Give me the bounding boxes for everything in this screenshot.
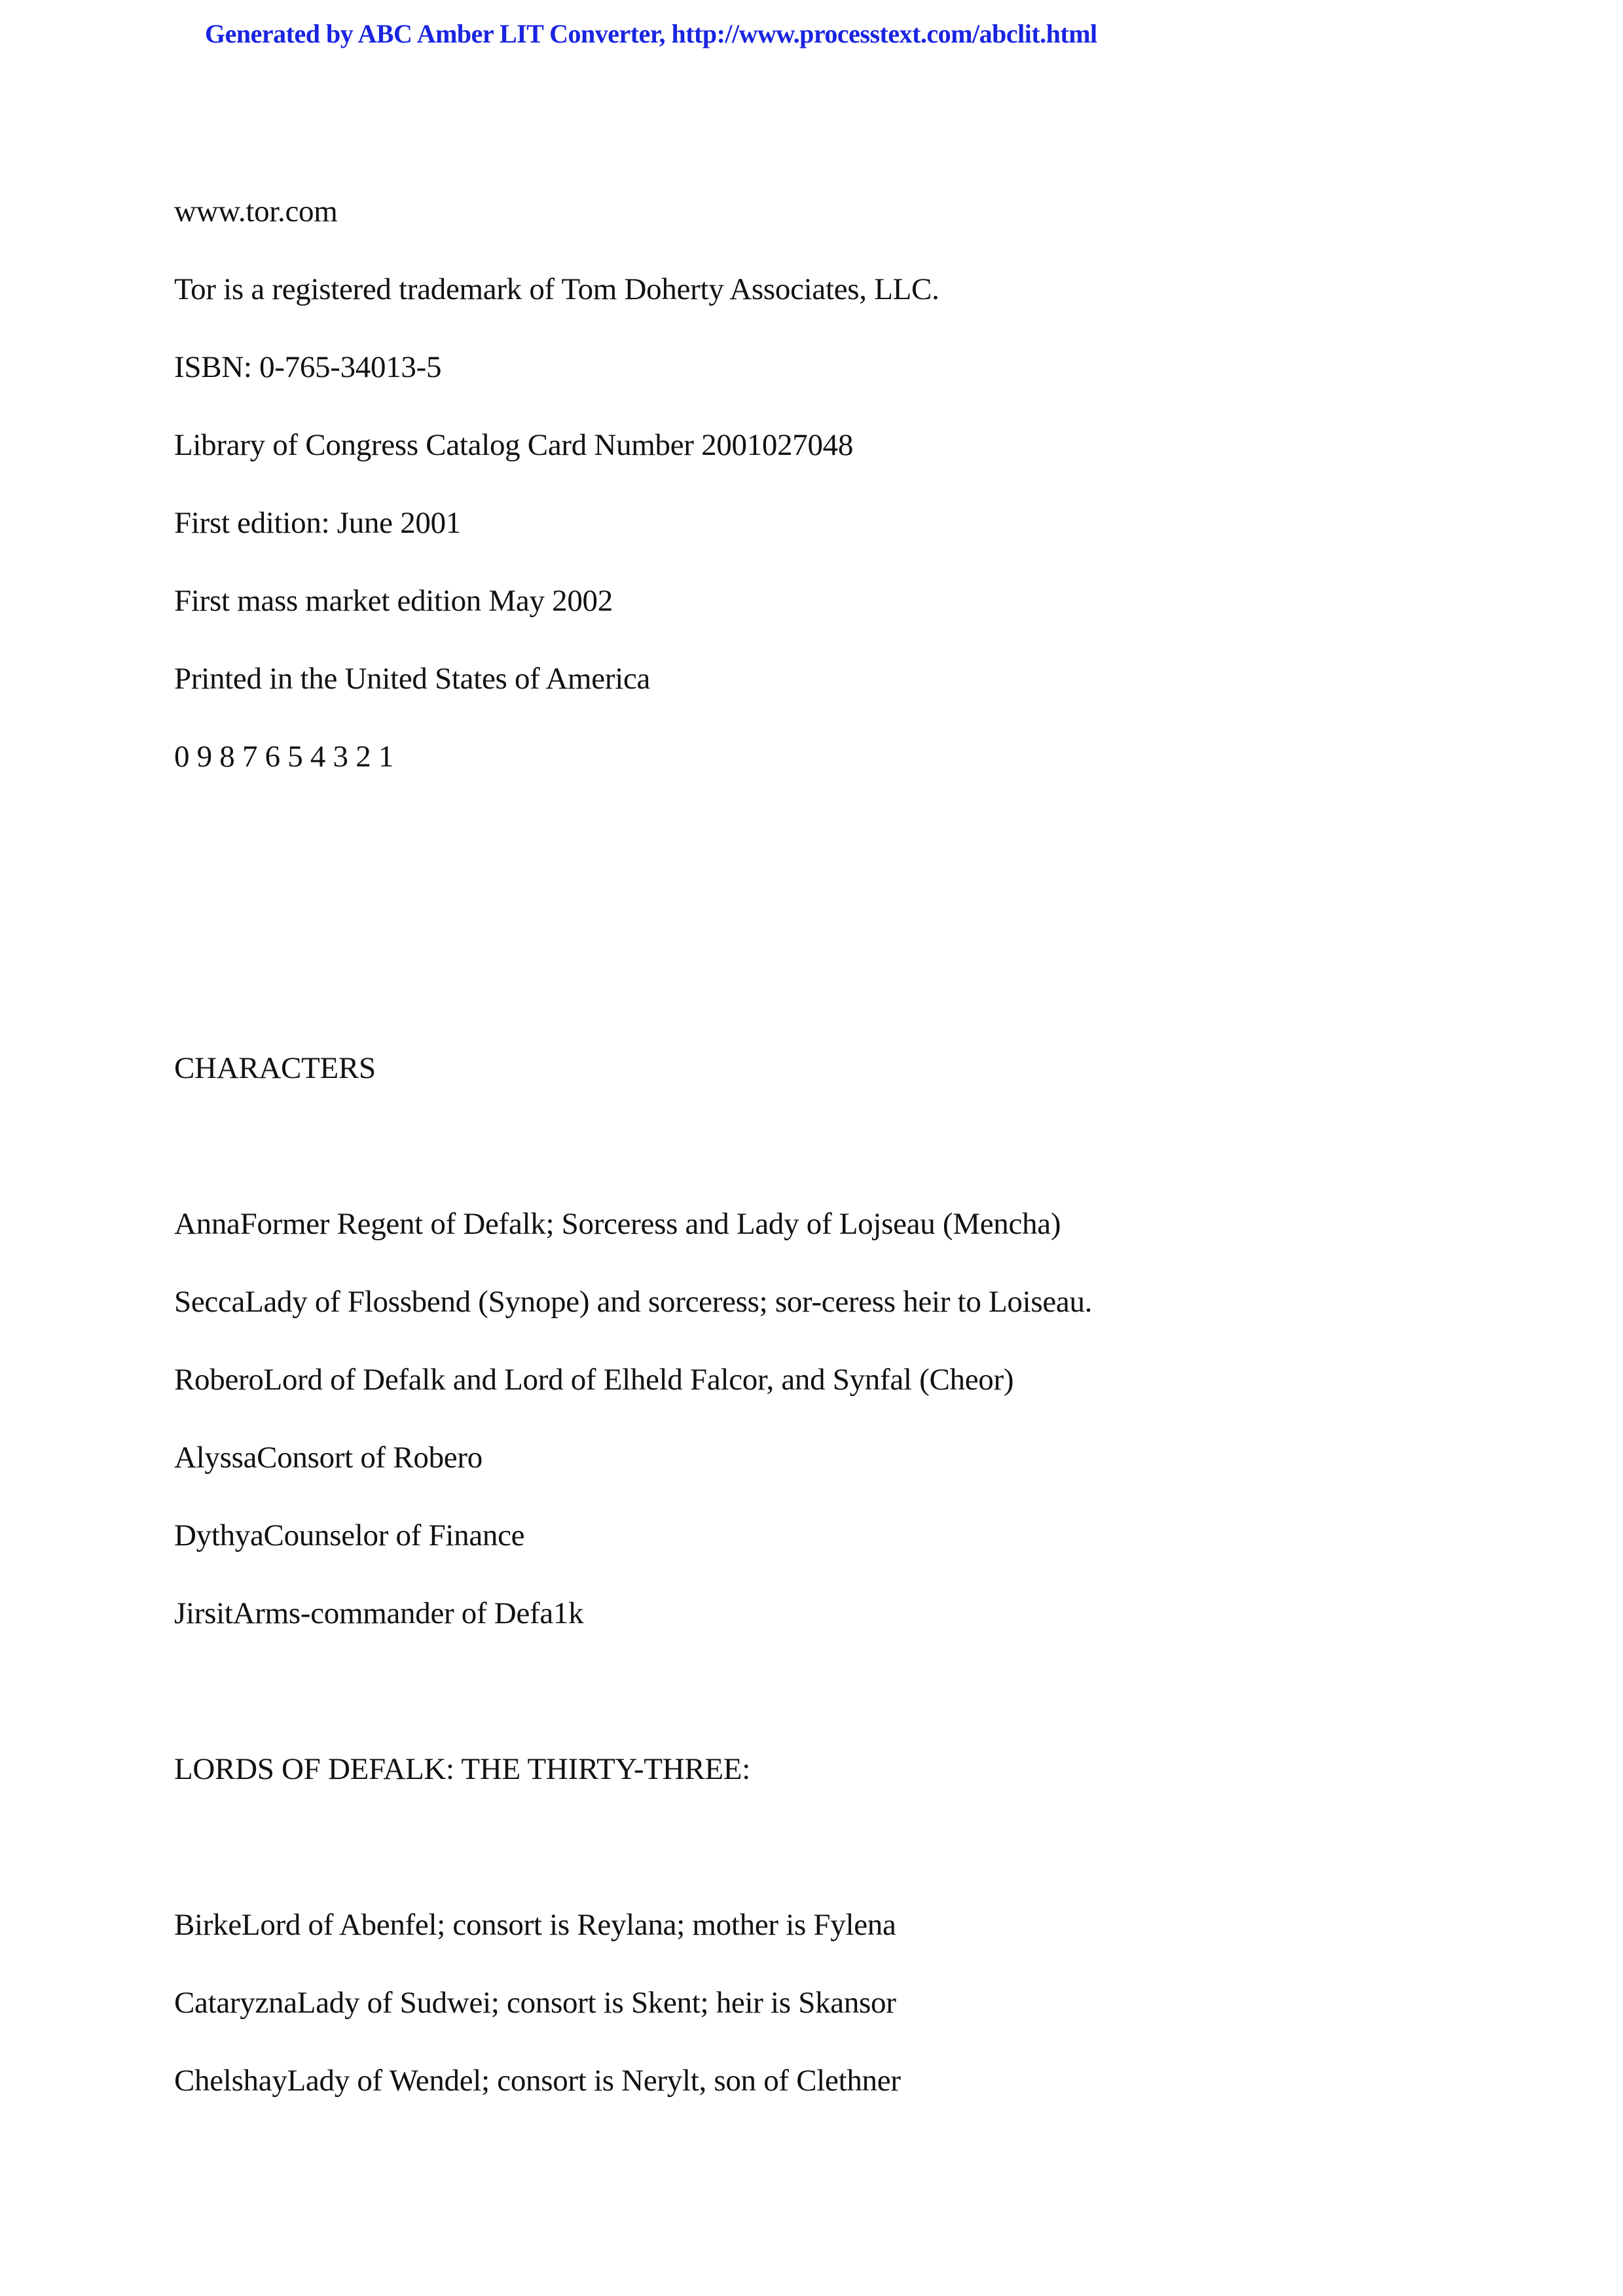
lords-heading: LORDS OF DEFALK: THE THIRTY-THREE: — [174, 1752, 750, 1786]
character-entry: SeccaLady of Flossbend (Synope) and sorceress; sor-ceress heir to Loiseau. — [174, 1285, 1093, 1319]
character-entry: DythyaCounselor of Finance — [174, 1518, 525, 1552]
characters-heading: CHARACTERS — [174, 1051, 376, 1085]
character-entry: AlyssaConsort of Robero — [174, 1441, 483, 1475]
character-entry: RoberoLord of Defalk and Lord of Elheld Falcor, and Synfal (Cheor) — [174, 1363, 1014, 1397]
website-line: www.tor.com — [174, 194, 338, 228]
isbn-line: ISBN: 0-765-34013-5 — [174, 350, 442, 384]
printed-in-line: Printed in the United States of America — [174, 662, 651, 696]
print-line: 0 9 8 7 6 5 4 3 2 1 — [174, 740, 394, 774]
converter-banner: Generated by ABC Amber LIT Converter, http://www.processtext.com/abclit.html — [205, 19, 1097, 48]
lord-entry: BirkeLord of Abenfel; consort is Reylana; mother is Fylena — [174, 1908, 896, 1942]
lord-entry: ChelshayLady of Wendel; consort is Nerylt, son of Clethner — [174, 2064, 901, 2098]
lord-entry: CataryznaLady of Sudwei; consort is Skent; heir is Skansor — [174, 1986, 896, 2020]
character-entry: AnnaFormer Regent of Defalk; Sorceress and Lady of Lojseau (Mencha) — [174, 1207, 1061, 1241]
first-edition-line: First edition: June 2001 — [174, 506, 461, 540]
trademark-line: Tor is a registered trademark of Tom Doherty Associates, LLC. — [174, 272, 939, 306]
loc-line: Library of Congress Catalog Card Number 2001027048 — [174, 428, 854, 462]
character-entry: JirsitArms-commander of Defa1k — [174, 1596, 584, 1630]
mass-market-line: First mass market edition May 2002 — [174, 584, 613, 618]
